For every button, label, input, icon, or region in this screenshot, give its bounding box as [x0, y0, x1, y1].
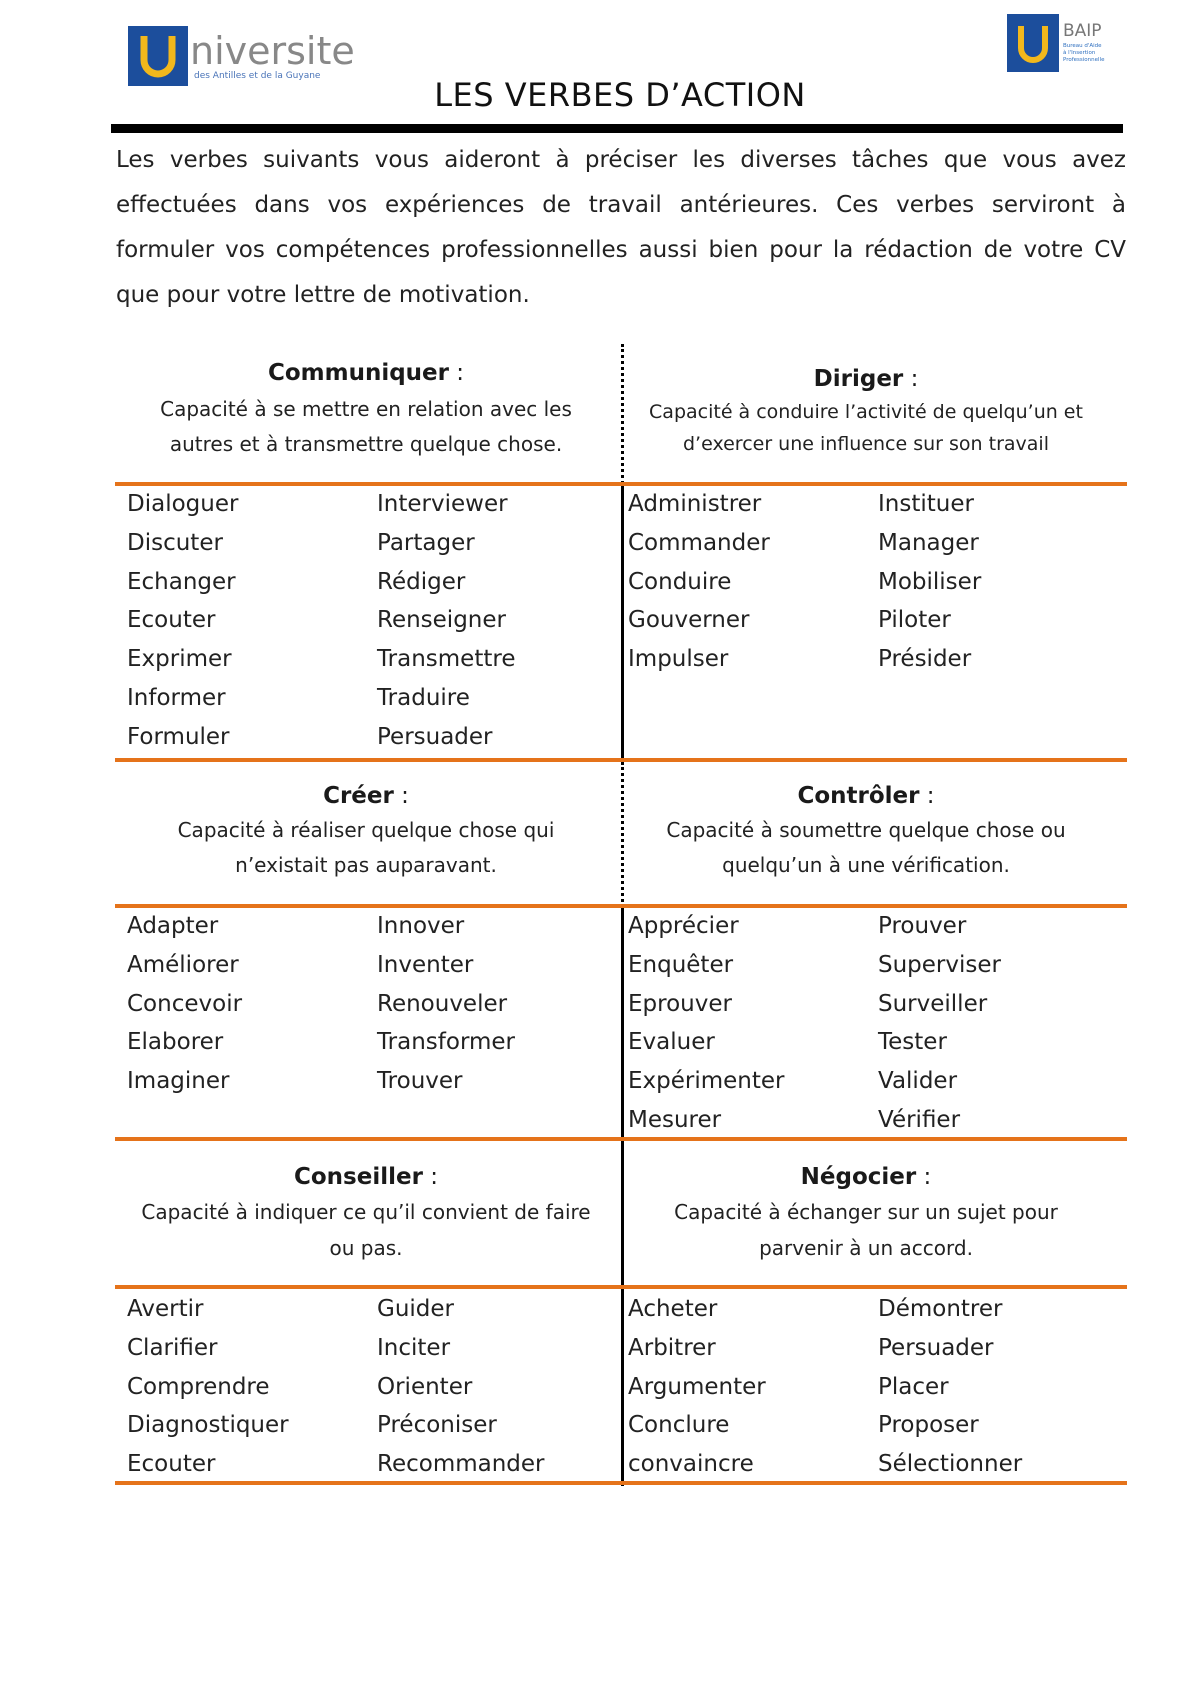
verb-item: Trouver — [377, 1068, 463, 1095]
logo-baip-sub-2: à l'Insertion — [1063, 50, 1096, 56]
section-negocier-header — [616, 1162, 1116, 1266]
divider-vertical-1 — [621, 486, 624, 760]
section-description — [616, 813, 1116, 883]
section-title — [616, 364, 1116, 394]
verb-item: Présider — [878, 646, 972, 673]
section-description — [116, 392, 616, 462]
logo-univ-subtext: des Antilles et de la Guyane — [194, 71, 321, 81]
verb-item: Elaborer — [127, 1029, 224, 1056]
verb-item: Discuter — [127, 529, 223, 556]
section-desc-line: quelqu’un à une vérification. — [722, 853, 1010, 877]
verb-item: Persuader — [377, 723, 493, 750]
divider-orange-5 — [115, 1285, 1127, 1289]
verb-item: Gouverner — [628, 607, 750, 634]
verb-item: Conduire — [628, 568, 732, 595]
verb-item: Mobiliser — [878, 568, 982, 595]
verb-item: Interviewer — [377, 491, 508, 517]
section-title-text: Conseiller — [294, 1164, 423, 1190]
section-title — [116, 358, 616, 388]
verb-item: Persuader — [878, 1334, 994, 1361]
verbs-controler-col2 — [878, 907, 1001, 1140]
section-title — [616, 781, 1116, 811]
verb-item: Apprécier — [628, 913, 739, 939]
verb-item: Piloter — [878, 607, 951, 634]
verb-item: Instituer — [878, 491, 974, 517]
verb-item: Adapter — [127, 913, 219, 939]
section-title-colon: : — [916, 1164, 932, 1190]
verb-item: Renseigner — [377, 607, 506, 634]
section-title-text: Négocier — [800, 1164, 917, 1190]
verbs-diriger-col2 — [878, 485, 981, 679]
verbs-negocier-col2 — [878, 1290, 1022, 1484]
verb-item: Démontrer — [878, 1296, 1003, 1322]
verb-item: Argumenter — [628, 1373, 766, 1400]
section-title — [616, 1162, 1116, 1192]
verb-item: Enquêter — [628, 951, 734, 978]
section-title-text: Diriger — [813, 366, 904, 392]
verb-item: Rédiger — [377, 568, 466, 595]
section-desc-line: Capacité à se mettre en relation avec les — [160, 397, 572, 421]
verb-item: Diagnostiquer — [127, 1412, 289, 1439]
section-desc-line: Capacité à indiquer ce qu’il convient de faire — [141, 1200, 591, 1224]
verb-item: Evaluer — [628, 1029, 715, 1056]
verb-item: Avertir — [127, 1296, 204, 1322]
verb-item: Eprouver — [628, 990, 732, 1017]
verb-item: Guider — [377, 1296, 454, 1322]
section-desc-line: Capacité à échanger sur un sujet pour — [674, 1200, 1058, 1224]
verb-item: Imaginer — [127, 1068, 230, 1095]
verb-item: Comprendre — [127, 1373, 270, 1400]
verb-item: Clarifier — [127, 1334, 218, 1361]
verb-item: Transformer — [377, 1029, 516, 1056]
verb-item: Mesurer — [628, 1106, 722, 1133]
verb-item: Administrer — [628, 491, 762, 517]
section-description — [116, 1194, 616, 1266]
title-underline — [111, 124, 1123, 133]
verb-item: Valider — [878, 1068, 958, 1095]
section-description — [616, 396, 1116, 460]
verb-item: Améliorer — [127, 951, 239, 978]
verb-item: Concevoir — [127, 990, 243, 1017]
verbs-conseiller-col2 — [377, 1290, 545, 1484]
verb-item: Impulser — [628, 646, 729, 673]
verb-item: Informer — [127, 684, 226, 711]
verb-item: Orienter — [377, 1373, 473, 1400]
verb-item: Innover — [377, 913, 465, 939]
verb-item: Ecouter — [127, 607, 216, 634]
verb-item: Commander — [628, 529, 770, 556]
verb-item: Arbitrer — [628, 1334, 716, 1361]
section-title — [116, 781, 616, 811]
verbs-creer-col1 — [127, 907, 242, 1101]
section-controler-header — [616, 781, 1116, 883]
verb-item: Tester — [878, 1029, 947, 1056]
verb-item: Vérifier — [878, 1106, 961, 1133]
verb-item: Exprimer — [127, 646, 232, 673]
section-conseiller-header — [116, 1162, 616, 1266]
verb-item: Surveiller — [878, 990, 988, 1017]
logo-baip-text: BAIP — [1063, 21, 1102, 41]
section-diriger-header — [616, 364, 1116, 460]
verb-item: Superviser — [878, 951, 1001, 978]
verbs-conseiller-col1 — [127, 1290, 289, 1484]
section-title-colon: : — [422, 1164, 438, 1190]
verb-item: Conclure — [628, 1412, 730, 1439]
verb-item: Echanger — [127, 568, 236, 595]
section-title — [116, 1162, 616, 1192]
section-desc-line: Capacité à réaliser quelque chose qui — [177, 818, 555, 842]
verbs-controler-col1 — [628, 907, 785, 1140]
section-title-colon: : — [393, 783, 409, 809]
verb-item: Inciter — [377, 1334, 451, 1361]
section-title-colon: : — [448, 360, 465, 386]
verb-item: Préconiser — [377, 1412, 497, 1439]
divider-vertical-2 — [621, 908, 624, 1138]
verb-item: Acheter — [628, 1296, 718, 1322]
verbs-creer-col2 — [377, 907, 515, 1101]
verbs-communiquer-col2 — [377, 485, 515, 757]
verb-item: convaincre — [628, 1451, 754, 1478]
verb-item: Sélectionner — [878, 1451, 1023, 1478]
baip-logo — [1007, 14, 1119, 72]
section-title-colon: : — [903, 366, 919, 392]
logo-baip-block — [1007, 14, 1059, 72]
logo-baip-sub-1: Bureau d'Aide — [1063, 43, 1102, 49]
verb-item: Recommander — [377, 1451, 545, 1478]
section-description — [116, 813, 616, 883]
section-desc-line: Capacité à soumettre quelque chose ou — [666, 818, 1066, 842]
verb-item: Inventer — [377, 951, 474, 978]
section-desc-line: d’exercer une influence sur son travail — [683, 433, 1049, 455]
verb-item: Transmettre — [377, 646, 516, 673]
verb-item: Partager — [377, 529, 475, 556]
verb-item: Placer — [878, 1373, 949, 1400]
verb-item: Renouveler — [377, 990, 508, 1017]
verbs-diriger-col1 — [628, 485, 770, 679]
section-title-colon: : — [919, 783, 935, 809]
intro-paragraph: Les verbes suivants vous aideront à préciser les diverses tâches que vous avez effectuées dans vos expériences de travail antérieures. Ces verbes serviront à formuler vos compétences professionnelles aussi bien pour la rédaction de votre CV que pour votre lettre de motivation. — [116, 147, 1126, 308]
verbs-negocier-col1 — [628, 1290, 766, 1484]
section-communiquer-header — [116, 358, 616, 462]
section-title-text: Communiquer — [267, 360, 449, 386]
logo-univ-text: niversite — [190, 29, 355, 73]
verb-item: Dialoguer — [127, 491, 239, 517]
verb-item: Expérimenter — [628, 1068, 785, 1095]
section-title-text: Contrôler — [797, 783, 920, 809]
section-creer-header — [116, 781, 616, 883]
section-desc-line: parvenir à un accord. — [759, 1236, 973, 1260]
section-title-text: Créer — [323, 783, 394, 809]
section-desc-line: autres et à transmettre quelque chose. — [169, 432, 563, 456]
verbs-communiquer-col1 — [127, 485, 238, 757]
section-desc-line: Capacité à conduire l’activité de quelqu’un et — [649, 401, 1083, 423]
page-title: LES VERBES D’ACTION — [434, 76, 806, 114]
verb-item: Formuler — [127, 723, 230, 750]
section-description — [616, 1194, 1116, 1266]
verb-item: Prouver — [878, 913, 967, 939]
verb-item: Proposer — [878, 1412, 979, 1439]
verb-item: Ecouter — [127, 1451, 216, 1478]
section-desc-line: ou pas. — [329, 1236, 403, 1260]
logo-baip-sub-3: Professionnelle — [1063, 57, 1105, 63]
section-desc-line: n’existait pas auparavant. — [235, 853, 497, 877]
verb-item: Traduire — [377, 684, 470, 711]
verb-item: Manager — [878, 529, 979, 556]
